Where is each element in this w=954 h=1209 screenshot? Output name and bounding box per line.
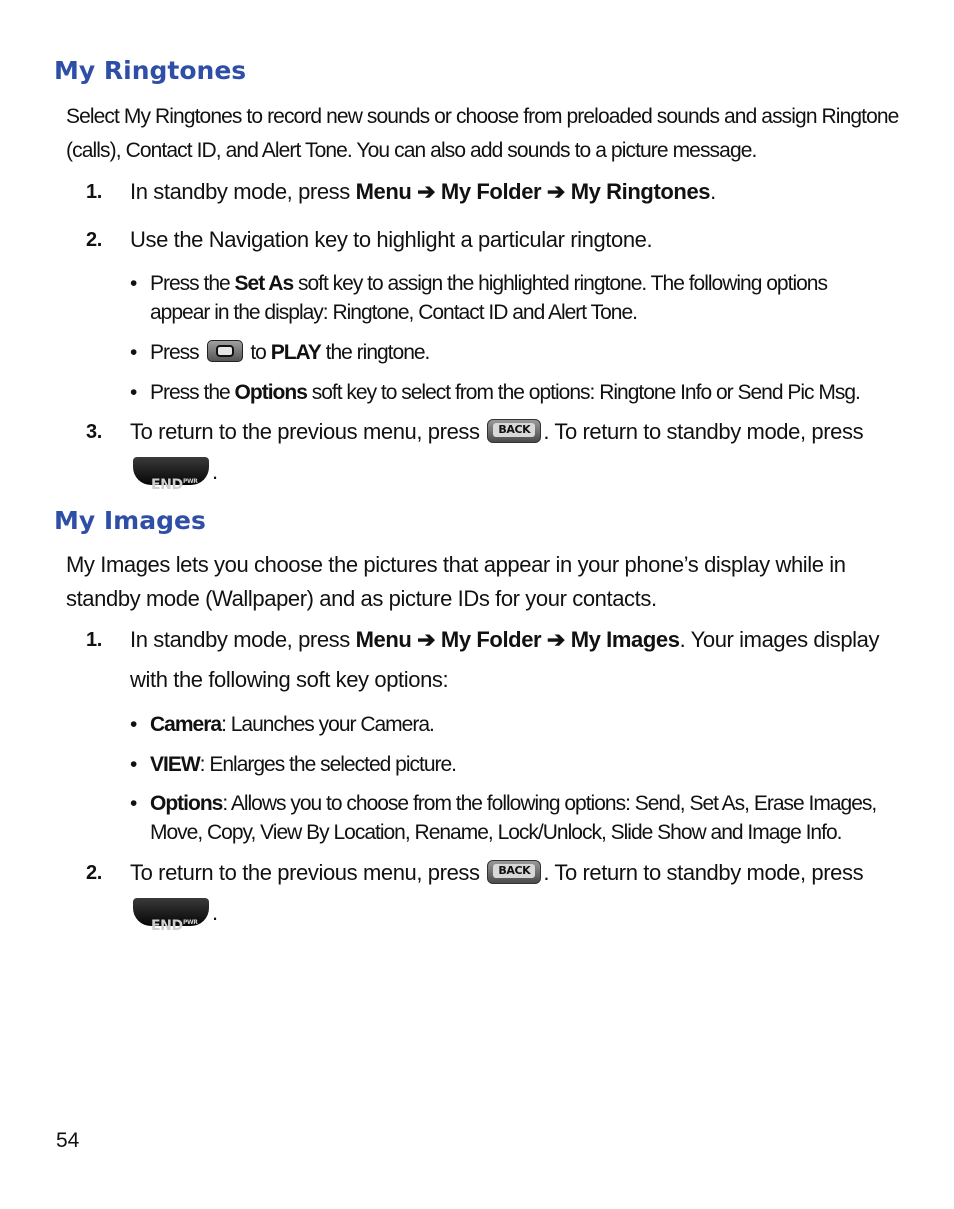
step-text: In standby mode, press Menu ➔ My Folder ➔ My Images. Your images display with the following soft key options: [130,627,880,692]
bullet-dot: • [130,713,137,736]
step-text: To return to the previous menu, press BACK . To return to standby mode, press END PWR . [130,419,864,494]
step-text: Use the Navigation key to highlight a particular ringtone. [130,227,653,252]
bullet-dot: • [130,792,137,815]
navigation-key-icon [207,340,243,362]
ringtones-intro: Select My Ringtones to record new sounds or choose from preloaded sounds and assign Ringtone (calls), Contact ID, and Alert Tone. You can also add sounds to a picture message. [66,105,899,162]
bullet-text: Press the Set As soft key to assign the highlighted ringtone. The following options appear in the display: Ringtone, Contact ID and Alert Tone. [150,272,827,324]
back-key-icon: BACK [487,860,541,884]
step-number: 2. [86,862,102,884]
bullet-dot: • [130,272,137,295]
section-heading-my-ringtones: My Ringtones [54,56,247,85]
section-heading-my-images: My Images [54,506,206,535]
step-number: 1. [86,629,102,651]
bullet-text: VIEW: Enlarges the selected picture. [150,753,457,776]
bullet-dot: • [130,341,137,364]
bullet-text: Options: Allows you to choose from the following options: Send, Set As, Erase Images, Move, Copy, View By Location, Rename, Lock/Unlock, Slide Show and Image Info. [150,792,877,844]
step-number: 2. [86,229,102,251]
end-key-icon: END PWR [133,457,209,485]
images-intro: My Images lets you choose the pictures that appear in your phone’s display while in standby mode (Wallpaper) and as picture IDs for your contacts. [66,552,846,611]
step-text: To return to the previous menu, press BACK . To return to standby mode, press END PWR . [130,860,864,935]
bullet-text: Press the Options soft key to select from the options: Ringtone Info or Send Pic Msg. [150,381,860,404]
bullet-text: Press to PLAY the ringtone. [150,341,430,364]
end-key-icon: END PWR [133,898,209,926]
page-number: 54 [56,1129,80,1152]
step-number: 3. [86,421,102,443]
step-number: 1. [86,181,102,203]
bullet-dot: • [130,753,137,776]
back-key-icon: BACK [487,419,541,443]
bullet-dot: • [130,381,137,404]
step-text: In standby mode, press Menu ➔ My Folder ➔ My Ringtones. [130,179,716,204]
bullet-text: Camera: Launches your Camera. [150,713,434,736]
